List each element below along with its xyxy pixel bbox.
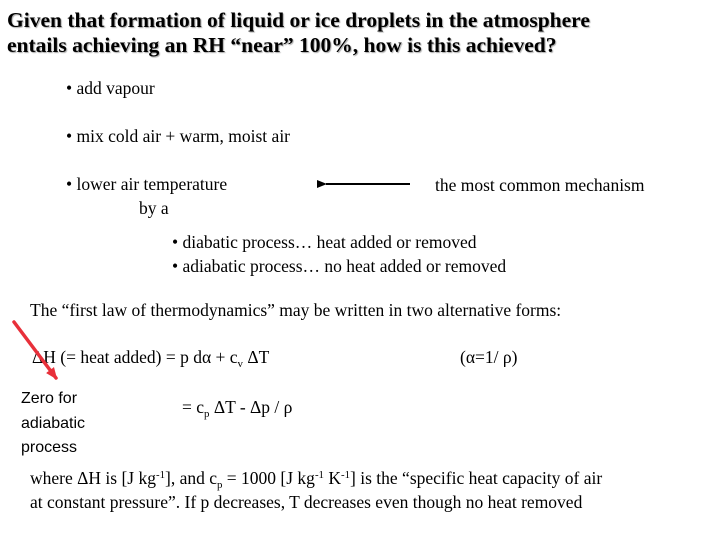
alpha-definition: (α=1/ ρ) — [460, 347, 518, 367]
footer-text-a: where ΔH is [J kg — [30, 468, 156, 488]
bullet-add-vapour: • add vapour — [66, 78, 155, 98]
footer-sub-p: p — [217, 478, 223, 491]
title-line-2: entails achieving an RH “near” 100%, how is this achieved? — [7, 33, 557, 57]
footer-sup-2: -1 — [314, 469, 324, 482]
footer-text-e: ] is the “specific heat capacity of air — [350, 468, 603, 488]
bullet-diabatic: • diabatic process… heat added or removed — [172, 232, 477, 252]
annotation-zero-line3: process — [21, 439, 78, 456]
footer-sup-1: -1 — [155, 469, 165, 482]
bullet-lower-temperature: • lower air temperature — [66, 174, 228, 194]
first-law-statement: The “first law of thermodynamics” may be written in two alternative forms: — [30, 300, 562, 320]
eq1-left: ΔH (= heat added) = p dα + c — [32, 347, 238, 367]
bullet-adiabatic: • adiabatic process… no heat added or removed — [172, 256, 507, 276]
eq2-p-subscript: p — [204, 407, 210, 420]
title-line-1: Given that formation of liquid or ice droplets in the atmosphere — [7, 8, 590, 32]
annotation-zero-line2: adiabatic — [21, 415, 86, 432]
by-a-text: by a — [139, 198, 169, 218]
eq1-v-subscript: v — [237, 357, 243, 370]
eq2-prefix: = c — [182, 397, 205, 417]
annotation-zero-line1: Zero for — [21, 390, 78, 407]
footer-sup-3: -1 — [341, 469, 351, 482]
footer-line-2: at constant pressure”. If p decreases, T decreases even though no heat removed — [30, 492, 583, 512]
eq2-rest: ΔT - Δp / ρ — [209, 397, 293, 417]
footer-text-c: = 1000 [J kg — [222, 468, 315, 488]
red-arrow-icon — [14, 322, 56, 378]
footer-text-d: K — [323, 468, 341, 488]
most-common-mechanism: the most common mechanism — [435, 175, 645, 195]
bullet-mix-air: • mix cold air + warm, moist air — [66, 126, 291, 146]
footer-text-b: ], and c — [165, 468, 217, 488]
eq1-dt: ΔT — [242, 347, 270, 367]
